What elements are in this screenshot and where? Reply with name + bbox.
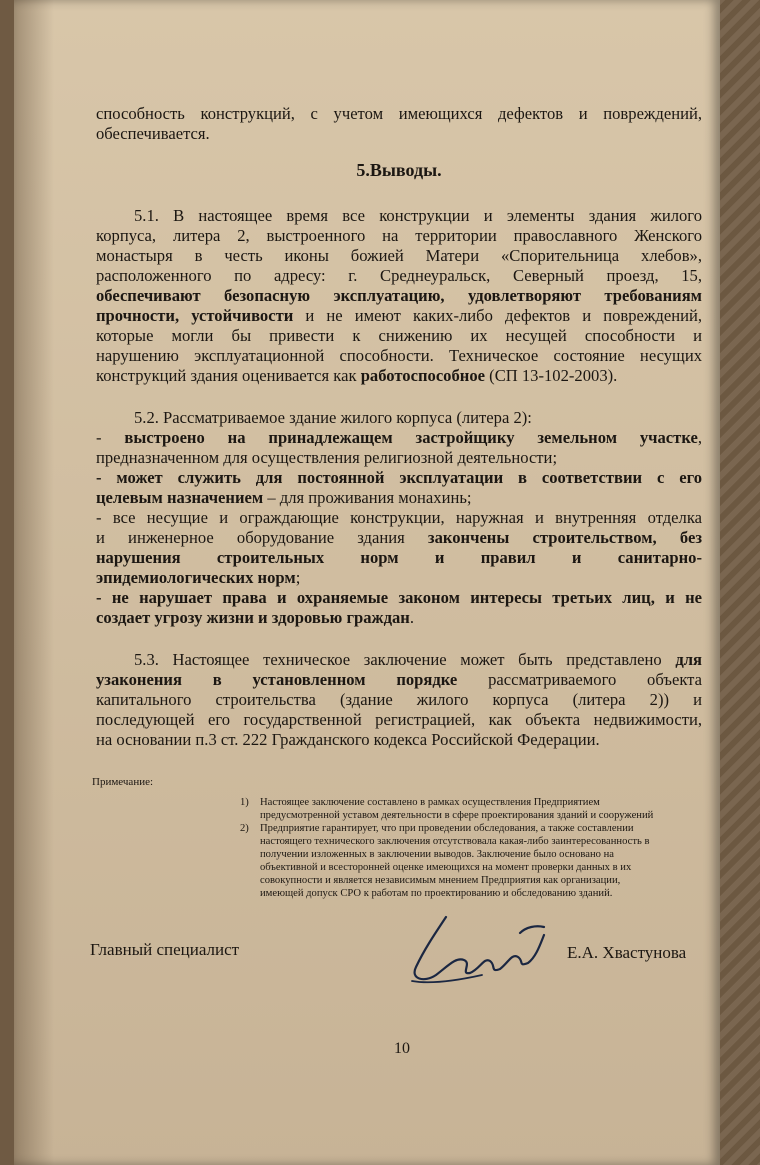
bold-text: прочности, устойчивости — [96, 306, 294, 325]
text-line — [96, 306, 702, 326]
paragraph-5-2 — [96, 408, 702, 628]
note-line: Предприятие гарантирует, что при проведении обследования, а также составлении — [260, 823, 634, 834]
text-span: (СП 13-102-2003). — [485, 366, 618, 385]
handwritten-signature — [394, 905, 564, 995]
text-span: . — [409, 608, 414, 627]
text-span: - — [96, 428, 125, 447]
text-line: предназначенном для осуществления религиозной деятельности; — [96, 448, 558, 467]
note-line: настоящего технического заключения отсутствовала какая-либо заинтересованность в — [260, 836, 650, 847]
text-line — [96, 548, 702, 568]
bold-text: эпидемиологических норм — [96, 568, 296, 587]
bold-text: целевым назначением — [96, 488, 264, 507]
notes-label: Примечание: — [92, 776, 154, 788]
paragraph-5-3 — [96, 650, 702, 750]
text-line — [96, 670, 702, 690]
text-line: 5.2. Рассматриваемое здание жилого корпуса (литера 2): — [134, 408, 532, 427]
text-line: обеспечивается. — [96, 124, 210, 143]
text-line — [96, 588, 702, 608]
bold-text: - может служить для постоянной эксплуатации в соответствии с его — [96, 468, 702, 487]
text-line — [96, 650, 702, 670]
section-title: 5.Выводы. — [356, 160, 442, 180]
text-span: , — [697, 428, 702, 447]
note-line: имеющей допуск СРО к работам по проектированию и обследованию зданий. — [260, 888, 613, 899]
text-line: которые могли бы привести к снижению их несущей способности и — [96, 326, 702, 345]
note-number: 1) — [240, 797, 249, 808]
text-span: ; — [295, 568, 301, 587]
text-line — [96, 568, 702, 588]
text-line — [96, 468, 702, 488]
bold-text: создает угрозу жизни и здоровью граждан — [96, 608, 410, 627]
bold-text: выстроено на принадлежащем застройщику земельном участке — [124, 428, 698, 447]
text-line: капитального строительства (здание жилого корпуса (литера 2)) и — [96, 690, 702, 709]
note-line: совокупности и является независимым мнением Предприятия как организации, — [260, 875, 621, 886]
bold-text: обеспечивают безопасную эксплуатацию, удовлетворяют требованиям — [96, 286, 702, 305]
note-line: предусмотренной уставом деятельности в сфере проектирования зданий и сооружений — [260, 810, 654, 821]
text-line — [96, 488, 702, 508]
signer-name: Е.А. Хвастунова — [567, 943, 687, 962]
text-line: последующей его государственной регистрацией, как объекта недвижимости, — [96, 710, 702, 729]
continuation-text — [96, 104, 702, 144]
text-span: конструкций здания оценивается как — [96, 366, 361, 385]
text-span: рассматриваемого объекта — [457, 670, 702, 689]
text-span: 5.3. Настоящее техническое заключение может быть представлено — [134, 650, 676, 669]
bold-text: работоспособное — [360, 366, 486, 385]
text-line: способность конструкций, с учетом имеющихся дефектов и повреждений, — [96, 104, 702, 123]
page-binding-shadow — [14, 0, 54, 1165]
text-line — [96, 366, 702, 386]
signer-role: Главный специалист — [90, 940, 240, 959]
bold-text: для — [675, 650, 702, 669]
note-body — [260, 822, 710, 900]
text-line — [96, 608, 702, 628]
text-line — [96, 428, 702, 448]
text-span: и инженерное оборудование здания — [96, 528, 428, 547]
text-line: 5.1. В настоящее время все конструкции и элементы здания жилого — [134, 206, 702, 225]
text-line: - все несущие и ограждающие конструкции, наружная и внутренняя отделка — [96, 508, 702, 527]
text-line: нарушению эксплуатационной способности. Техническое состояние несущих — [96, 346, 702, 365]
note-line: объективной и всесторонней оценке имеющихся на момент проверки данных в их — [260, 862, 632, 873]
paragraph-5-1 — [96, 206, 702, 386]
bold-text: узаконения в установленном порядке — [96, 670, 458, 689]
bold-text: - не нарушает права и охраняемые законом интересы третьих лиц, и не — [96, 588, 702, 607]
note-line: Настоящее заключение составлено в рамках осуществления Предприятием — [260, 797, 600, 808]
text-span: – для проживания монахинь; — [263, 488, 472, 507]
note-body — [260, 796, 710, 822]
text-line: расположенного по адресу: г. Среднеуральск, Северный проезд, 15, — [96, 266, 702, 285]
text-line: на основании п.3 ст. 222 Гражданского кодекса Российской Федерации. — [96, 730, 600, 749]
text-line — [96, 286, 702, 306]
text-line: корпуса, литера 2, выстроенного на территории православного Женского — [96, 226, 702, 245]
document-page — [14, 0, 720, 1165]
note-item-1 — [240, 796, 710, 822]
text-line — [96, 528, 702, 548]
bold-text: закончены строительством, без — [427, 528, 702, 547]
text-line: монастыря в честь иконы божией Матери «Спорительница хлебов», — [96, 246, 702, 265]
note-line: получении изложенных в заключении выводов. Заключение было основано на — [260, 849, 614, 860]
text-span: и не имеют каких-либо дефектов и повреждений, — [293, 306, 702, 325]
note-item-2 — [240, 822, 710, 900]
bold-text: нарушения строительных норм и правил и санитарно- — [96, 548, 702, 567]
note-number: 2) — [240, 823, 249, 834]
page-number: 10 — [394, 1040, 410, 1057]
